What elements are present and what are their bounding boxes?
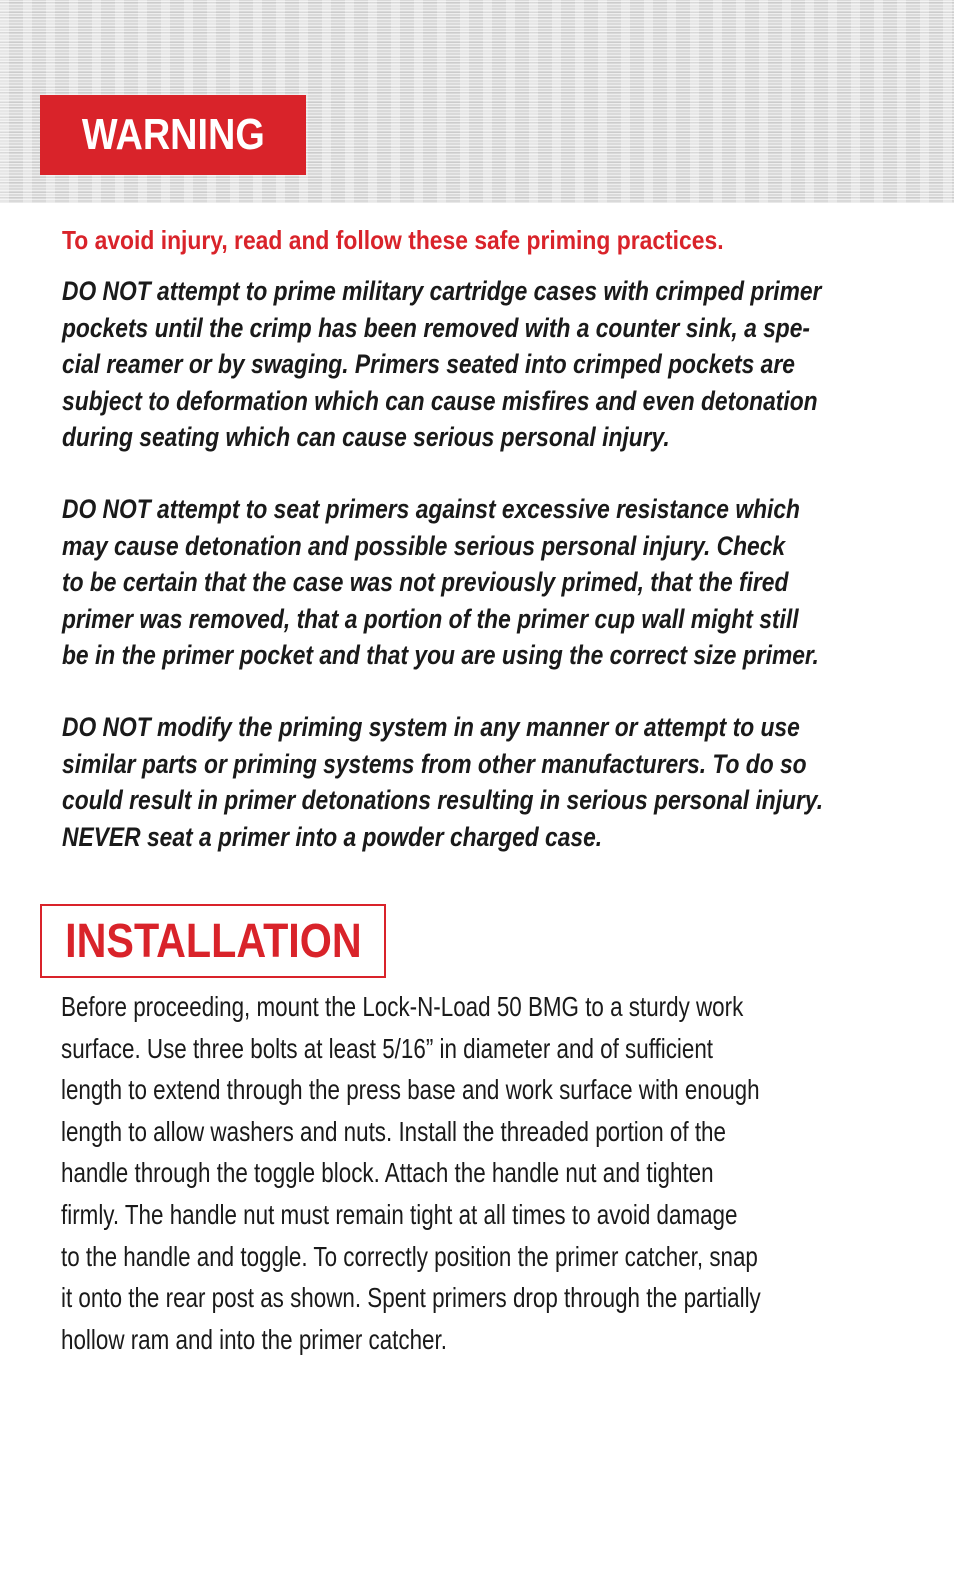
warning-line: DO NOT modify the priming system in any manner or attempt to use xyxy=(62,712,800,742)
installation-line: to the handle and toggle. To correctly position the primer catcher, snap xyxy=(61,1240,758,1272)
installation-heading-box xyxy=(40,904,386,978)
warning-line: NEVER seat a primer into a powder charged case. xyxy=(62,821,603,852)
installation-line: it onto the rear post as shown. Spent primers drop through the partially xyxy=(61,1282,761,1314)
warning-line: during seating which can cause serious personal injury. xyxy=(62,422,670,452)
warning-line: DO NOT attempt to prime military cartridge cases with crimped primer xyxy=(62,276,822,306)
warning-line: similar parts or priming systems from other manufacturers. To do so xyxy=(62,748,807,779)
warning-line: primer was removed, that a portion of the primer cup wall might still xyxy=(62,603,799,634)
warning-line: pockets until the crimp has been removed with a counter sink, a spe- xyxy=(62,312,811,343)
warning-paragraph-1 xyxy=(62,273,907,456)
warning-intro: To avoid injury, read and follow these safe priming practices. xyxy=(62,225,724,255)
warning-line: subject to deformation which can cause misfires and even detonation xyxy=(62,385,818,416)
installation-line: surface. Use three bolts at least 5/16” in diameter and of sufficient xyxy=(61,1032,714,1064)
installation-line: handle through the toggle block. Attach the handle nut and tighten xyxy=(61,1157,714,1189)
installation-line: hollow ram and into the primer catcher. xyxy=(61,1323,447,1355)
installation-line: Before proceeding, mount the Lock-N-Load 50 BMG to a sturdy work xyxy=(61,991,744,1022)
warning-title: WARNING xyxy=(81,110,265,159)
installation-line: firmly. The handle nut must remain tight at all times to avoid damage xyxy=(61,1198,738,1230)
warning-line: cial reamer or by swaging. Primers seated into crimped pockets are xyxy=(62,349,795,379)
installation-title: INSTALLATION xyxy=(64,914,362,968)
warning-line: could result in primer detonations resulting in serious personal injury. xyxy=(62,785,824,815)
warning-line: be in the primer pocket and that you are using the correct size primer. xyxy=(62,640,819,670)
warning-line: to be certain that the case was not previously primed, that the fired xyxy=(62,567,789,597)
installation-paragraph xyxy=(61,986,861,1360)
warning-heading-box xyxy=(40,95,306,175)
warning-line: may cause detonation and possible serious personal injury. Check xyxy=(62,530,786,561)
warning-paragraph-3 xyxy=(62,709,907,855)
installation-line: length to allow washers and nuts. Install the threaded portion of the xyxy=(61,1115,726,1147)
warning-line: DO NOT attempt to seat primers against excessive resistance which xyxy=(62,494,800,524)
installation-line: length to extend through the press base and work surface with enough xyxy=(61,1074,760,1106)
warning-paragraph-2 xyxy=(62,491,907,674)
